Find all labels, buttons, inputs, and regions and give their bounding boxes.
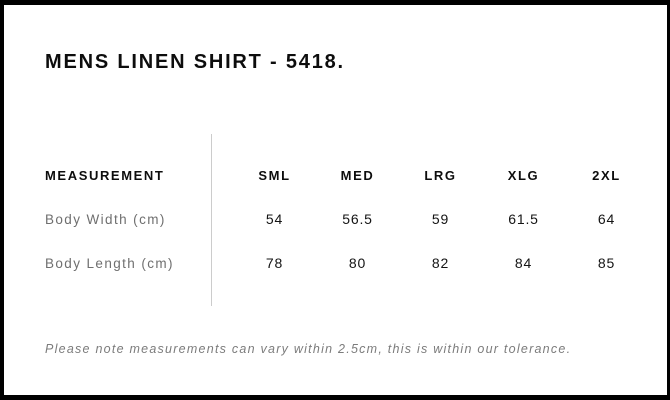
tolerance-note: Please note measurements can vary within 2.5cm, this is within our tolerance. bbox=[45, 342, 572, 356]
row-label-body-width: Body Width (cm) bbox=[45, 211, 166, 227]
page-title: MENS LINEN SHIRT - 5418. bbox=[45, 51, 345, 73]
cell-body-length-2xl: 85 bbox=[597, 255, 616, 271]
row-label-body-length: Body Length (cm) bbox=[45, 255, 174, 271]
column-header-2xl: 2XL bbox=[592, 167, 621, 183]
column-header-measurement: MEASUREMENT bbox=[45, 167, 165, 183]
column-header-sml: SML bbox=[258, 167, 291, 183]
cell-body-width-2xl: 64 bbox=[597, 211, 616, 227]
cell-body-length-lrg: 82 bbox=[431, 255, 450, 271]
column-header-med: MED bbox=[340, 167, 375, 183]
cell-body-length-med: 80 bbox=[348, 255, 367, 271]
cell-body-length-sml: 78 bbox=[265, 255, 284, 271]
column-header-lrg: LRG bbox=[424, 167, 457, 183]
cell-body-width-sml: 54 bbox=[265, 211, 284, 227]
column-header-xlg: XLG bbox=[507, 167, 540, 183]
cell-body-length-xlg: 84 bbox=[514, 255, 533, 271]
size-table bbox=[45, 153, 648, 285]
cell-body-width-lrg: 59 bbox=[431, 211, 450, 227]
cell-body-width-med: 56.5 bbox=[342, 211, 373, 227]
cell-body-width-xlg: 61.5 bbox=[508, 211, 539, 227]
